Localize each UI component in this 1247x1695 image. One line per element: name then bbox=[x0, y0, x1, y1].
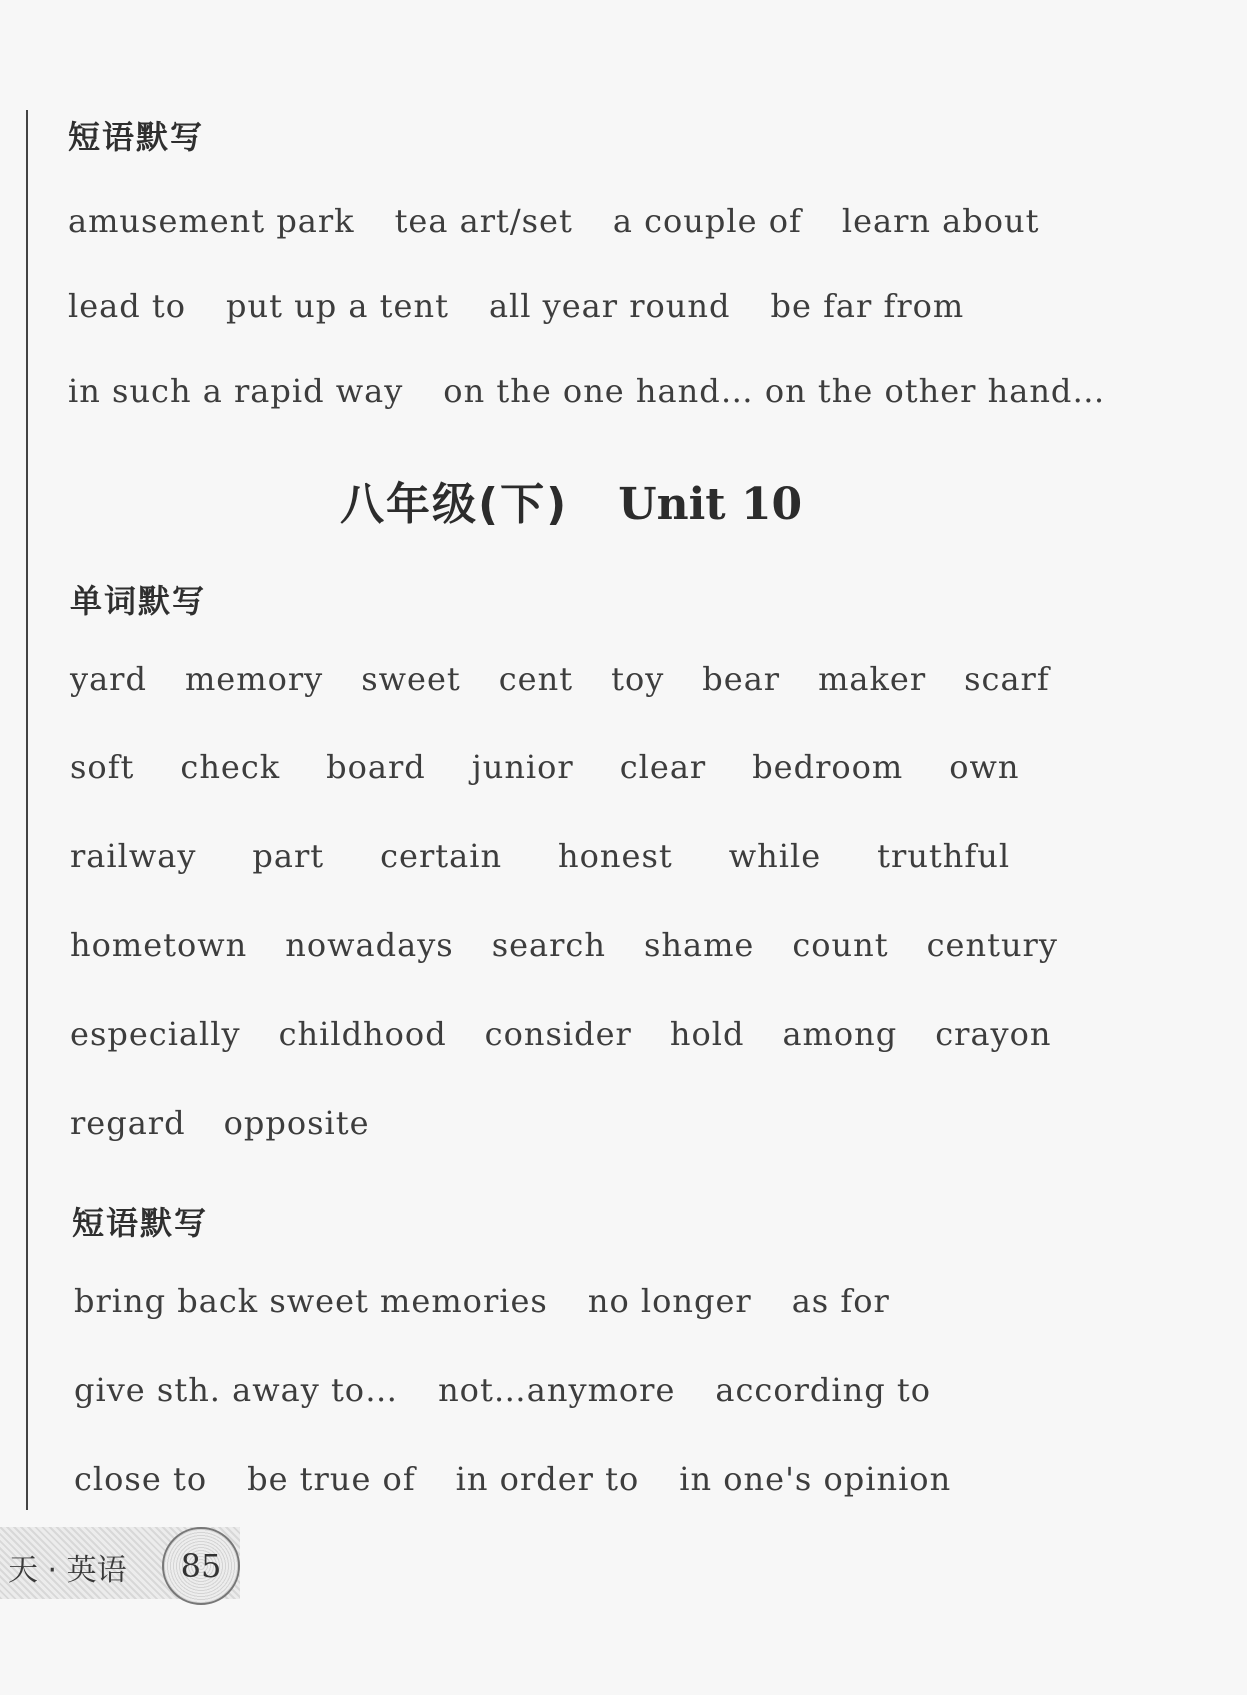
word-item: yard bbox=[70, 660, 147, 698]
word-item: scarf bbox=[964, 660, 1050, 698]
word-item: clear bbox=[619, 748, 707, 786]
unit-title bbox=[340, 468, 802, 532]
phrase-item: a couple of bbox=[612, 202, 802, 240]
grade-label: 八年级(下) bbox=[340, 479, 569, 530]
phrase-line-1 bbox=[74, 1282, 890, 1320]
word-line-1 bbox=[70, 660, 1050, 698]
phrase-item: put up a tent bbox=[226, 287, 449, 325]
phrases-heading: 短语默写 bbox=[72, 1204, 209, 1242]
word-item: especially bbox=[70, 1015, 241, 1053]
word-item: board bbox=[326, 748, 426, 786]
word-item: among bbox=[782, 1015, 898, 1053]
word-item: count bbox=[792, 926, 889, 964]
word-item: toy bbox=[611, 660, 665, 698]
phrase-item: be far from bbox=[770, 287, 965, 325]
word-item: regard bbox=[70, 1104, 186, 1142]
phrase-line-top-2 bbox=[68, 287, 964, 325]
phrase-item: amusement park bbox=[68, 202, 355, 240]
phrase-item: all year round bbox=[488, 287, 731, 325]
phrase-item: not…anymore bbox=[438, 1371, 676, 1409]
word-item: check bbox=[180, 748, 281, 786]
footer-subject: 天 · 英语 bbox=[8, 1553, 127, 1588]
phrase-line-top-3 bbox=[68, 372, 1105, 410]
word-item: certain bbox=[380, 837, 503, 875]
margin-rule bbox=[26, 110, 28, 1510]
phrase-item: as for bbox=[791, 1282, 890, 1320]
word-item: hometown bbox=[70, 926, 248, 964]
phrase-item: bring back sweet memories bbox=[74, 1282, 548, 1320]
word-item: sweet bbox=[361, 660, 461, 698]
phrase-line-3 bbox=[74, 1460, 951, 1498]
word-item: junior bbox=[471, 748, 574, 786]
word-line-5 bbox=[70, 1015, 1051, 1053]
phrase-line-top-1 bbox=[68, 202, 1039, 240]
phrase-item: tea art/set bbox=[394, 202, 573, 240]
word-item: soft bbox=[70, 748, 135, 786]
phrase-item: in such a rapid way bbox=[68, 372, 404, 410]
word-line-4 bbox=[70, 926, 1058, 964]
word-item: opposite bbox=[223, 1104, 370, 1142]
phrase-item: on the one hand… on the other hand… bbox=[443, 372, 1106, 410]
phrase-item: give sth. away to… bbox=[74, 1371, 399, 1409]
unit-label: Unit 10 bbox=[618, 479, 803, 530]
word-item: century bbox=[926, 926, 1058, 964]
phrase-item: according to bbox=[715, 1371, 931, 1409]
word-item: own bbox=[949, 748, 1020, 786]
word-item: crayon bbox=[935, 1015, 1052, 1053]
word-line-6 bbox=[70, 1104, 370, 1142]
phrase-line-2 bbox=[74, 1371, 931, 1409]
word-item: hold bbox=[669, 1015, 745, 1053]
word-item: part bbox=[252, 837, 325, 875]
word-item: while bbox=[728, 837, 822, 875]
page-number: 85 bbox=[162, 1527, 240, 1605]
word-line-3 bbox=[70, 837, 1010, 875]
word-item: shame bbox=[643, 926, 755, 964]
phrases-heading-top: 短语默写 bbox=[68, 118, 205, 156]
words-heading: 单词默写 bbox=[70, 582, 207, 620]
word-item: memory bbox=[184, 660, 324, 698]
word-line-2 bbox=[70, 748, 1020, 786]
word-item: search bbox=[491, 926, 606, 964]
phrase-item: no longer bbox=[587, 1282, 752, 1320]
word-item: railway bbox=[70, 837, 197, 875]
phrase-item: be true of bbox=[247, 1460, 416, 1498]
phrase-item: in one's opinion bbox=[679, 1460, 952, 1498]
phrase-item: lead to bbox=[68, 287, 187, 325]
word-item: truthful bbox=[877, 837, 1011, 875]
word-item: bedroom bbox=[752, 748, 904, 786]
word-item: bear bbox=[702, 660, 781, 698]
phrase-item: close to bbox=[74, 1460, 208, 1498]
phrase-item: in order to bbox=[455, 1460, 640, 1498]
word-item: cent bbox=[498, 660, 574, 698]
word-item: consider bbox=[484, 1015, 632, 1053]
word-item: honest bbox=[558, 837, 673, 875]
word-item: maker bbox=[818, 660, 927, 698]
word-item: nowadays bbox=[285, 926, 454, 964]
phrase-item: learn about bbox=[841, 202, 1040, 240]
word-item: childhood bbox=[278, 1015, 447, 1053]
